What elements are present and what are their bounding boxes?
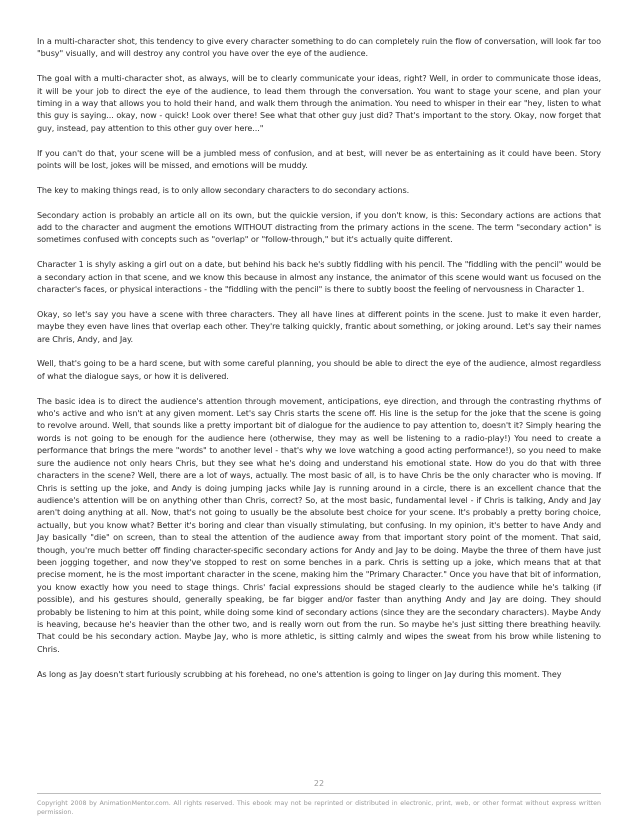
copyright-notice: Copyright 2008 by AnimationMentor.com. All rights reserved. This ebook may not be reprinted or distributed in electronic, print, web, or other format without express written permission. [37,800,601,816]
paragraph: The basic idea is to direct the audience's attention through movement, anticipations, eye direction, and through the contrasting rhythms of who's active and who isn't at any given moment. Let's say Chris starts the scene off. His line is the setup for the joke that the scene is going to revolve around. Well, that sounds like a pretty important bit of dialogue for the audience to pay attention to, doesn't it? Simply hearing the words is not going to be enough for the audience here (otherwise, they may as well be listening to a radio-play!) You need to create a performance that brings the mere "words" to another level - that's why we love watching a good acting performance!), so you need to make sure the audience not only hears Chris, but they see what he's doing and understand his emotional state. How do you do that with three characters in the scene? Well, there are a lot of ways, actually. The most basic of all, is to have Chris be the only character who is moving. If Chris is setting up the joke, and Andy is doing jumping jacks while Jay is running around in a circle, there is an excellent chance that the audience's attention will be on anything other than Chris, correct? So, at the most basic, fundamental level - if Chris is talking, Andy and Jay aren't doing anything at all. Now, that's not going to usually be the absolute best choice for your scene. It's probably a pretty boring choice, actually, but you know what? Better it's boring and clear than visually stimulating, but confusing. In my opinion, it's better to have Andy and Jay basically "die" on screen, than to steal the attention of the audience away from that important story point of the moment. That said, though, you're much better off finding character-specific secondary actions for Andy and Jay to be doing. Maybe the three of them have just been jogging together, and now they've stopped to rest on some benches in a park. Chris is setting up a joke, which means that at that precise moment, he is the most important character in the scene, making him the "Primary Character." Once you have that bit of information, you know exactly how you need to stage things. Chris' facial expressions should be staged clearly to the audience while he's talking (if possible), and his gestures should, generally speaking, be far bigger and/or faster than anything Andy and Jay are doing. They should probably be listening to him at this point, while doing some kind of secondary actions (since they are the secondary characters). Maybe Andy is heaving, because he's heavier than the other two, and is really worn out from the run. So maybe he's just sitting there breathing heavily. That could be his secondary action. Maybe Jay, who is more athletic, is sitting calmly and wipes the sweat from his brow while listening to Chris. [37,395,601,654]
body-text [37,35,601,692]
paragraph: As long as Jay doesn't start furiously scrubbing at his forehead, no one's attention is going to linger on Jay during this moment. They [37,668,562,679]
footer-divider [37,793,601,794]
paragraph: The goal with a multi-character shot, as always, will be to clearly communicate your ideas, right? Well, in order to communicate those ideas, it will be your job to direct the eye of the audience, to lead them through the conversation. You want to stage your scene, and plan your timing in a way that allows you to hold their hand, and walk them through the animation. You need to whisper in their ear "hey, listen to what this guy is saying... okay, now - quick! Look over there! See what that other guy just did? That's important to the story. Okay, now forget that guy, instead, pay attention to this other guy over here..." [37,73,601,133]
paragraph: Well, that's going to be a hard scene, but with some careful planning, you should be able to direct the eye of the audience, almost regardless of what the dialogue says, or how it is delivered. [37,358,601,381]
paragraph: Secondary action is probably an article all on its own, but the quickie version, if you don't know, is this: Secondary actions are actions that add to the character and augment the emotions WITHOUT distracting from the primary actions in the scene. The term "secondary action" is sometimes confused with concepts such as "overlap" or "follow-through," but it's actually quite different. [37,209,601,245]
paragraph: Okay, so let's say you have a scene with three characters. They all have lines at different points in the scene. Just to make it even harder, maybe they even have lines that overlap each other. They're talking quickly, frantic about something, or joking around. Let's say their names are Chris, Andy, and Jay. [37,308,601,344]
paragraph: In a multi-character shot, this tendency to give every character something to do can completely ruin the flow of conversation, will look far too "busy" visually, and will destroy any control you have over the eye of the audience. [37,36,601,59]
paragraph: Character 1 is shyly asking a girl out on a date, but behind his back he's subtly fiddling with his pencil. The "fiddling with the pencil" would be a secondary action in that scene, and we know this because in almost any instance, the animator of this scene would want us focused on the character's faces, or physical interactions - the "fiddling with the pencil" is there to subtly boost the feeling of nervousness in Character 1. [37,259,601,295]
paragraph: The key to making things read, is to only allow secondary characters to do secondary actions. [37,184,410,195]
page-number: 22 [313,779,325,788]
paragraph: If you can't do that, your scene will be a jumbled mess of confusion, and at best, will never be as entertaining as it could have been. Story points will be lost, jokes will be missed, and emotions will be muddy. [37,147,601,171]
